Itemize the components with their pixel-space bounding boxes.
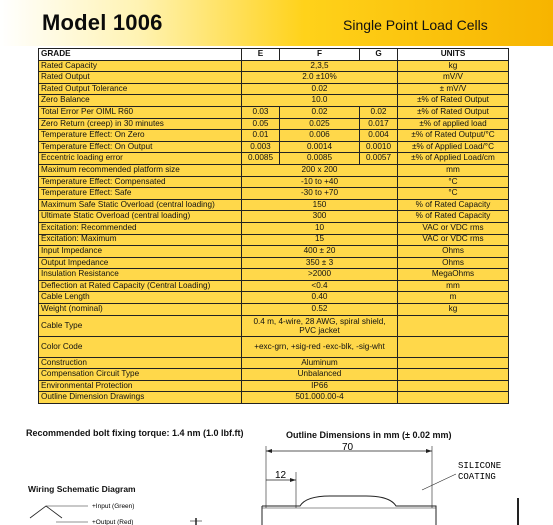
- grade-f-cell: 0.025: [280, 118, 360, 130]
- value-cell: Aluminum: [242, 357, 398, 369]
- value-cell: Unbalanced: [242, 369, 398, 381]
- unit-cell: ±% of Rated Output/°C: [398, 130, 509, 142]
- value-cell: 2.0 ±10%: [242, 72, 398, 84]
- unit-cell: [398, 380, 509, 392]
- table-row: [39, 106, 509, 118]
- param-cell: Outline Dimension Drawings: [39, 392, 242, 404]
- spec-table: [38, 48, 509, 404]
- param-cell: Output Impedance: [39, 257, 242, 269]
- table-row: [39, 292, 509, 304]
- table-row: [39, 336, 509, 357]
- unit-cell: [398, 357, 509, 369]
- value-cell: 0.40: [242, 292, 398, 304]
- unit-cell: % of Rated Capacity: [398, 211, 509, 223]
- header-banner: [0, 0, 553, 46]
- table-row: [39, 95, 509, 107]
- value-cell: 0.4 m, 4-wire, 28 AWG, spiral shield, PVC jacket: [242, 315, 398, 336]
- unit-cell: ±% of Rated Output: [398, 106, 509, 118]
- wire-output-label: +Output (Red): [92, 519, 134, 525]
- unit-cell: °C: [398, 176, 509, 188]
- param-cell: Weight (nominal): [39, 304, 242, 316]
- value-cell: -10 to +40: [242, 176, 398, 188]
- value-cell: >2000: [242, 269, 398, 281]
- table-row: [39, 369, 509, 381]
- table-header-row: [39, 49, 509, 61]
- table-row: [39, 315, 509, 336]
- unit-cell: °C: [398, 188, 509, 200]
- table-row: [39, 164, 509, 176]
- param-cell: Cable Type: [39, 315, 242, 336]
- page-subtitle: Single Point Load Cells: [343, 17, 488, 33]
- grade-g-cell: 0.004: [360, 130, 398, 142]
- value-cell: 2,3,5: [242, 60, 398, 72]
- grade-g-cell: 0.02: [360, 106, 398, 118]
- unit-cell: mV/V: [398, 72, 509, 84]
- param-cell: Rated Capacity: [39, 60, 242, 72]
- unit-cell: ±% of Applied Load/°C: [398, 141, 509, 153]
- unit-cell: ± mV/V: [398, 83, 509, 95]
- param-cell: Zero Return (creep) in 30 minutes: [39, 118, 242, 130]
- column-header-units: UNITS: [398, 49, 509, 61]
- unit-cell: Ohms: [398, 257, 509, 269]
- value-cell: 0.52: [242, 304, 398, 316]
- grade-g-cell: 0.0057: [360, 153, 398, 165]
- value-cell: 501.000.00-4: [242, 392, 398, 404]
- table-row: [39, 72, 509, 84]
- wire-input-label: +Input (Green): [92, 503, 135, 510]
- param-cell: Compensation Circuit Type: [39, 369, 242, 381]
- callout-line-2: COATING: [458, 472, 496, 482]
- unit-cell: ±% of applied load: [398, 118, 509, 130]
- param-cell: Eccentric loading error: [39, 153, 242, 165]
- table-row: [39, 269, 509, 281]
- unit-cell: ±% of Applied Load/cm: [398, 153, 509, 165]
- param-cell: Total Error Per OIML R60: [39, 106, 242, 118]
- table-row: [39, 141, 509, 153]
- grade-f-cell: 0.0085: [280, 153, 360, 165]
- value-cell: 150: [242, 199, 398, 211]
- param-cell: Input Impedance: [39, 246, 242, 258]
- param-cell: Insulation Resistance: [39, 269, 242, 281]
- param-cell: Maximum Safe Static Overload (central loading): [39, 199, 242, 211]
- value-cell: 400 ± 20: [242, 246, 398, 258]
- param-cell: Temperature Effect: Safe: [39, 188, 242, 200]
- param-cell: Color Code: [39, 336, 242, 357]
- param-cell: Cable Length: [39, 292, 242, 304]
- unit-cell: mm: [398, 164, 509, 176]
- unit-cell: kg: [398, 304, 509, 316]
- column-header-g: G: [360, 49, 398, 61]
- table-row: [39, 234, 509, 246]
- table-row: [39, 222, 509, 234]
- value-cell: -30 to +70: [242, 188, 398, 200]
- param-cell: Maximum recommended platform size: [39, 164, 242, 176]
- param-cell: Zero Balance: [39, 95, 242, 107]
- table-row: [39, 211, 509, 223]
- dim-overall-label: 70: [342, 442, 354, 453]
- value-cell: <0.4: [242, 280, 398, 292]
- unit-cell: % of Rated Capacity: [398, 199, 509, 211]
- unit-cell: mm: [398, 280, 509, 292]
- column-header-grade: GRADE: [39, 49, 242, 61]
- table-row: [39, 60, 509, 72]
- outline-dimensions-title: Outline Dimensions in mm (± 0.02 mm): [286, 430, 452, 440]
- grade-f-cell: 0.02: [280, 106, 360, 118]
- grade-e-cell: 0.03: [242, 106, 280, 118]
- table-row: [39, 380, 509, 392]
- unit-cell: [398, 315, 509, 336]
- table-row: [39, 357, 509, 369]
- unit-cell: VAC or VDC rms: [398, 222, 509, 234]
- param-cell: Temperature Effect: Compensated: [39, 176, 242, 188]
- dim-offset-label: 12: [275, 470, 287, 481]
- param-cell: Deflection at Rated Capacity (Central Loading): [39, 280, 242, 292]
- table-row: [39, 118, 509, 130]
- dimension-drawing: [0, 438, 553, 525]
- table-row: [39, 130, 509, 142]
- table-row: [39, 199, 509, 211]
- param-cell: Ultimate Static Overload (central loading): [39, 211, 242, 223]
- unit-cell: [398, 336, 509, 357]
- unit-cell: Ohms: [398, 246, 509, 258]
- value-cell: 0.02: [242, 83, 398, 95]
- table-row: [39, 246, 509, 258]
- grade-f-cell: 0.0014: [280, 141, 360, 153]
- value-cell: 15: [242, 234, 398, 246]
- value-cell: 10.0: [242, 95, 398, 107]
- grade-f-cell: 0.006: [280, 130, 360, 142]
- unit-cell: MegaOhms: [398, 269, 509, 281]
- table-row: [39, 257, 509, 269]
- grade-g-cell: 0.017: [360, 118, 398, 130]
- param-cell: Excitation: Maximum: [39, 234, 242, 246]
- unit-cell: [398, 369, 509, 381]
- value-cell: 200 x 200: [242, 164, 398, 176]
- callout-line-1: SILICONE: [458, 461, 502, 471]
- bolt-torque-note: Recommended bolt fixing torque: 1.4 nm (1.0 lbf.ft): [26, 428, 244, 438]
- grade-e-cell: 0.05: [242, 118, 280, 130]
- column-header-e: E: [242, 49, 280, 61]
- table-row: [39, 153, 509, 165]
- grade-e-cell: 0.01: [242, 130, 280, 142]
- param-cell: Construction: [39, 357, 242, 369]
- unit-cell: m: [398, 292, 509, 304]
- param-cell: Temperature Effect: On Zero: [39, 130, 242, 142]
- unit-cell: [398, 392, 509, 404]
- value-cell: 10: [242, 222, 398, 234]
- unit-cell: ±% of Rated Output: [398, 95, 509, 107]
- value-cell: +exc-grn, +sig-red -exc-blk, -sig-wht: [242, 336, 398, 357]
- param-cell: Rated Output Tolerance: [39, 83, 242, 95]
- table-row: [39, 188, 509, 200]
- value-cell: IP66: [242, 380, 398, 392]
- value-cell: 300: [242, 211, 398, 223]
- page-title: Model 1006: [42, 10, 163, 35]
- grade-g-cell: 0.0010: [360, 141, 398, 153]
- grade-e-cell: 0.0085: [242, 153, 280, 165]
- table-row: [39, 280, 509, 292]
- table-row: [39, 83, 509, 95]
- table-row: [39, 392, 509, 404]
- unit-cell: VAC or VDC rms: [398, 234, 509, 246]
- unit-cell: kg: [398, 60, 509, 72]
- param-cell: Rated Output: [39, 72, 242, 84]
- param-cell: Excitation: Recommended: [39, 222, 242, 234]
- value-cell: 350 ± 3: [242, 257, 398, 269]
- table-row: [39, 176, 509, 188]
- param-cell: Temperature Effect: On Output: [39, 141, 242, 153]
- column-header-f: F: [280, 49, 360, 61]
- grade-e-cell: 0.003: [242, 141, 280, 153]
- wiring-schematic-title: Wiring Schematic Diagram: [28, 484, 136, 494]
- table-row: [39, 304, 509, 316]
- param-cell: Environmental Protection: [39, 380, 242, 392]
